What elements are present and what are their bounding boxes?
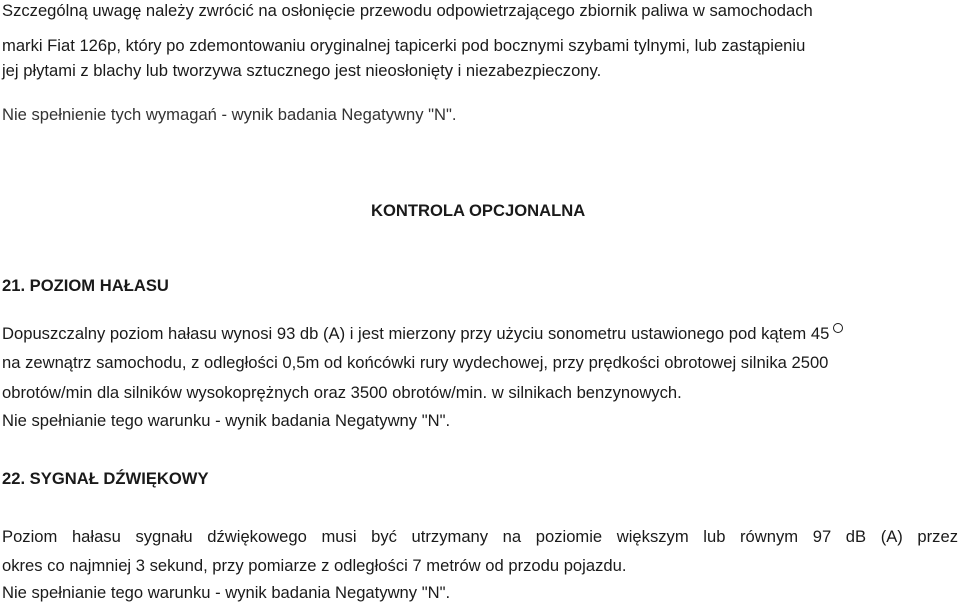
section-21-line-1-text: Dopuszczalny poziom hałasu wynosi 93 db (A) i jest mierzony przy użyciu sonometru ustawionego pod kątem 45 (2, 324, 830, 343)
intro-line-1: Szczególną uwagę należy zwrócić na osłonięcie przewodu odpowietrzającego zbiornik paliwa w samochodach (2, 1, 813, 20)
section-21-title: 21. POZIOM HAŁASU (2, 276, 169, 295)
intro-line-3: jej płytami z blachy lub tworzywa sztucznego jest nieosłonięty i niezabezpieczony. (2, 61, 602, 80)
section-21-line-2: na zewnątrz samochodu, z odległości 0,5m od końcówki rury wydechowej, przy prędkości obrotowej silnika 2500 (2, 353, 829, 372)
section-22-title: 22. SYGNAŁ DŹWIĘKOWY (2, 469, 209, 488)
intro-line-2: marki Fiat 126p, który po zdemontowaniu oryginalnej tapicerki pod bocznymi szybami tylnymi, lub zastąpieniu (2, 36, 806, 55)
section-21-negative-result: Nie spełnianie tego warunku - wynik badania Negatywny "N". (2, 411, 451, 430)
intro-negative-result: Nie spełnienie tych wymagań - wynik badania Negatywny "N". (2, 105, 457, 124)
section-22-negative-result: Nie spełnianie tego warunku - wynik badania Negatywny "N". (2, 583, 451, 602)
section-21-line-3: obrotów/min dla silników wysokoprężnych oraz 3500 obrotów/min. w silnikach benzynowych. (2, 383, 682, 402)
section-22-line-2: okres co najmniej 3 sekund, przy pomiarze z odległości 7 metrów od przodu pojazdu. (2, 556, 627, 575)
section-21-line-1 (2, 323, 843, 344)
degree-symbol-icon (833, 323, 843, 333)
section-22-line-1: Poziom hałasu sygnału dźwiękowego musi być utrzymany na poziomie większym lub równym 97 dB (A) przez (2, 527, 958, 546)
optional-control-heading: KONTROLA OPCJONALNA (371, 201, 586, 220)
